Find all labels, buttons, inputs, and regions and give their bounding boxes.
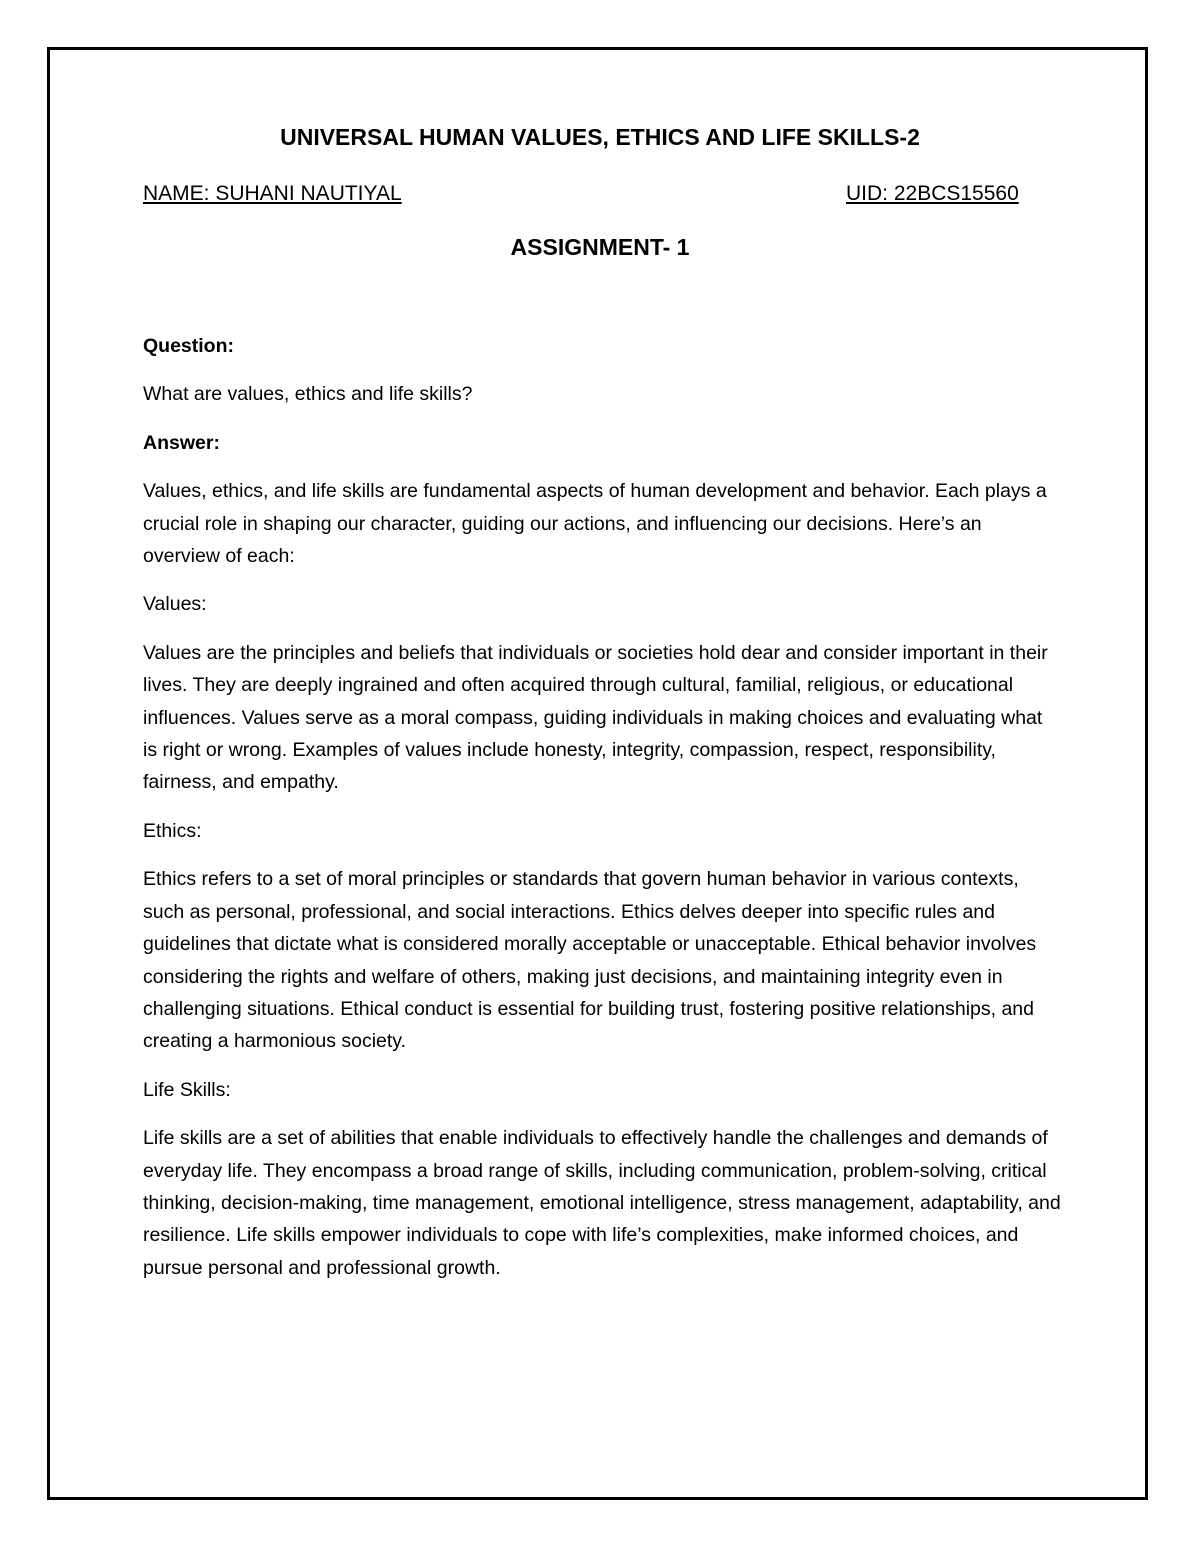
section-heading-life-skills: Life Skills: [143, 1078, 231, 1101]
section-heading-values: Values: [143, 593, 207, 616]
question-label: Question: [143, 335, 234, 357]
document-body [143, 330, 1061, 1300]
document-title: UNIVERSAL HUMAN VALUES, ETHICS AND LIFE SKILLS-2 [280, 124, 920, 150]
section-text-values: Values are the principles and beliefs that individuals or societies hold dear and consider important in their lives. They are deeply ingrained and often acquired through cultural, familial, religious, or educational influences. Values serve as a moral compass, guiding individuals in making choices and evaluating what is right or wrong. Examples of values include honesty, integrity, compassion, respect, responsibility, fairness, and empathy. [143, 641, 1048, 794]
section-heading-ethics: Ethics: [143, 819, 202, 842]
section-text-life-skills: Life skills are a set of abilities that enable individuals to effectively handle the challenges and demands of everyday life. They encompass a broad range of skills, including communication, problem-solving, critical thinking, decision-making, time management, emotional intelligence, stress management, adaptability, and resilience. Life skills empower individuals to cope with life’s complexities, make informed choices, and pursue personal and professional growth. [143, 1127, 1061, 1279]
section-text-ethics: Ethics refers to a set of moral principles or standards that govern human behavior in various contexts, such as personal, professional, and social interactions. Ethics delves deeper into specific rules and guidelines that dictate what is considered morally acceptable or unacceptable. Ethical behavior involves considering the rights and welfare of others, making just decisions, and maintaining integrity even in challenging situations. Ethical conduct is essential for building trust, fostering positive relationships, and creating a harmonious society. [143, 868, 1037, 1053]
answer-intro: Values, ethics, and life skills are fundamental aspects of human development and behavior. Each plays a crucial role in shaping our character, guiding our actions, and influencing our decisions. Here’s an overview of each: [143, 480, 1047, 568]
question-text: What are values, ethics and life skills? [143, 383, 473, 406]
answer-label: Answer: [143, 431, 220, 454]
assignment-title: ASSIGNMENT- 1 [510, 234, 690, 260]
student-name: NAME: SUHANI NAUTIYAL [143, 182, 402, 205]
student-uid: UID: 22BCS15560 [846, 182, 1019, 205]
